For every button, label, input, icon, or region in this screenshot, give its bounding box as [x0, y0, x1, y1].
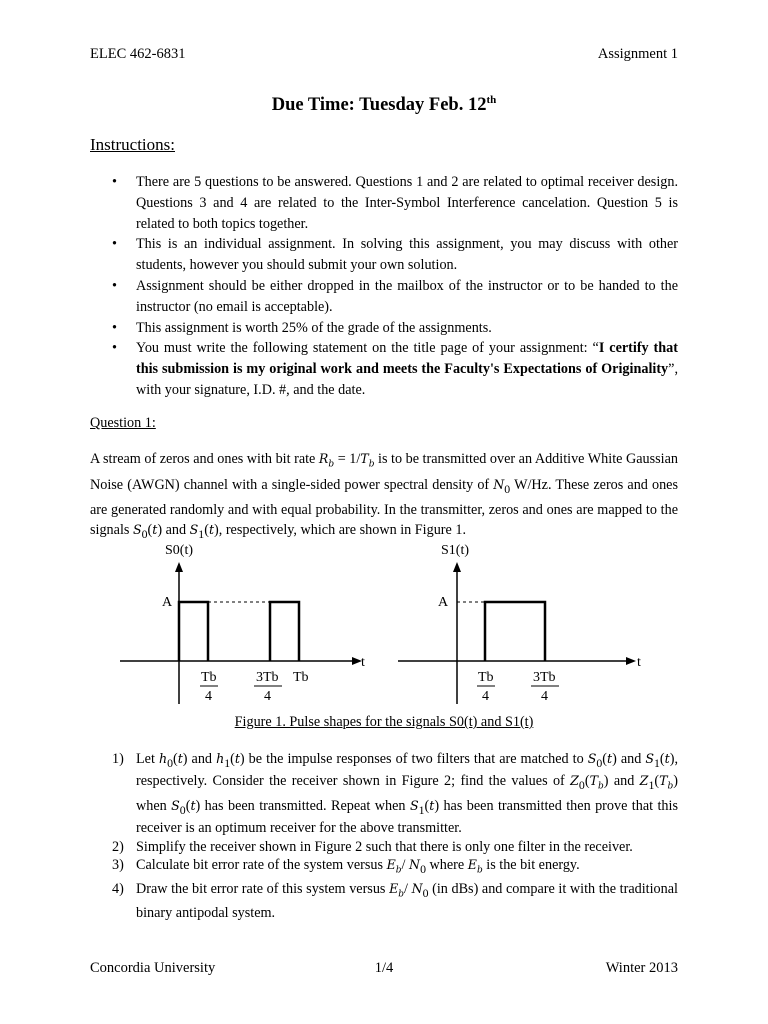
s1-axis-label: S1(t) [441, 543, 469, 558]
list-item: 2) Simplify the receiver shown in Figure 2 such that there is only one filter in the receiver. [112, 838, 633, 855]
list-item: • This is an individual assignment. In solving this assignment, you may discuss with other students, however you should submit your own solution. [90, 234, 678, 276]
header-course: ELEC 462-6831 [90, 46, 186, 62]
s1-time-axis-label: t [637, 655, 641, 670]
page-title: Due Time: Tuesday Feb. 12th [271, 94, 497, 116]
tick-tb-numerator: Tb [201, 670, 217, 685]
header-assignment: Assignment 1 [597, 46, 678, 62]
s0-axis-label: S0(t) [165, 543, 193, 558]
question-1-parts [90, 750, 678, 923]
s0-amplitude-label: A [162, 595, 173, 610]
list-item: • There are 5 questions to be answered. Questions 1 and 2 are related to optimal receiver design. Questions 3 and 4 are related to the Inter-Symbol Interference cancelation. Question 5 is related to both topics together. [90, 172, 678, 234]
list-item: 1) Let $h_0(t)$ and $h_1(t)$ be the impulse responses of two filters that are matched to $S_0(t)$ and $S_1(t)$, respectively. Consider the receiver shown in Figure 2; find the values of $Z_0(T_b)$ and $Z_1(T_b)$ when $S_0(t)$ has been transmitted. Repeat when $S_1(t)$ has been transmitted then prove that this receiver is an optimum receiver for the above transmitter. [112, 751, 678, 836]
tick-tb-denominator: 4 [205, 689, 212, 704]
tick-3tb-denominator: 4 [541, 689, 548, 704]
question-1-heading: Question 1: [90, 415, 156, 431]
footer-page-number: 1/4 [374, 960, 394, 976]
tick-tb-full: Tb [293, 670, 309, 685]
list-item: 3) Calculate bit error rate of the system versus $E_b/$ $N_0$ where $E_b$ is the bit energy. [112, 857, 580, 876]
figure-1-pulse-shapes [0, 530, 768, 710]
list-item: • You must write the following statement on the title page of your assignment: “I certify that this submission is my original work and meets the Faculty's Expectations of Originality”, with your signature, I.D. #, and the date. [90, 338, 678, 400]
instructions-heading: Instructions: [90, 135, 175, 154]
tick-tb-denominator: 4 [482, 689, 489, 704]
s1-amplitude-label: A [438, 595, 449, 610]
question-1-text: A stream of zeros and ones with bit rate $R_b = 1/T_b$ is to be transmitted over an Additive White Gaussian Noise (AWGN) channel with a single-sided power spectral density of $N_0$ W/Hz. These zeros and ones are generated randomly and with equal probability. In the transmitter, zeros and ones are mapped to the signals $S_0(t)$ and $S_1(t)$, respectively, which are shown in Figure 1. [90, 451, 679, 542]
figure-caption: Figure 1. Pulse shapes for the signals S0(t) and S1(t) [234, 714, 534, 730]
tick-3tb-numerator: 3Tb [533, 670, 556, 685]
s0-time-axis-label: t [361, 655, 365, 670]
list-item: 4) Draw the bit error rate of this system versus $E_b/$ $N_0$ (in dBs) and compare it with the traditional binary antipodal system. [112, 881, 678, 922]
footer-university: Concordia University [90, 960, 216, 976]
tick-3tb-denominator: 4 [264, 689, 271, 704]
instructions-list [90, 172, 678, 401]
list-item: • This assignment is worth 25% of the grade of the assignments. [90, 318, 678, 339]
tick-3tb-numerator: 3Tb [256, 670, 279, 685]
footer-term: Winter 2013 [605, 960, 678, 976]
tick-tb-numerator: Tb [478, 670, 494, 685]
list-item: • Assignment should be either dropped in the mailbox of the instructor or to be handed to the instructor (no email is acceptable). [90, 276, 678, 318]
